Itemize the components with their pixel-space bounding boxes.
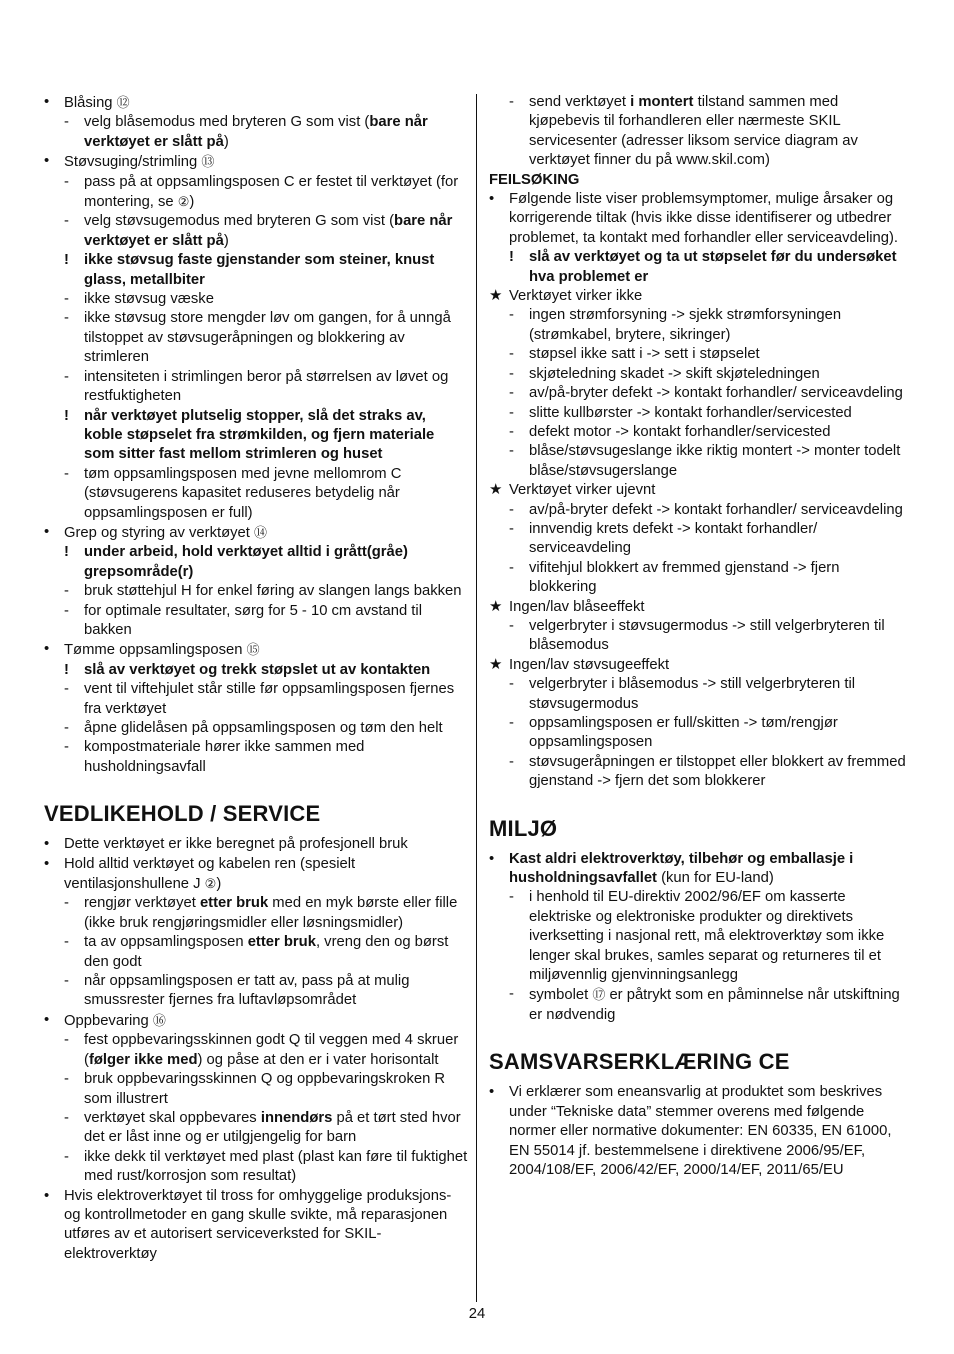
dash-item — [44, 1148, 468, 1187]
text-run: Blåsing — [64, 95, 117, 111]
dash-item — [489, 520, 911, 559]
text-run: velgerbryter i blåsemodus -> still velgerbryteren til støvsugermodus — [529, 676, 856, 712]
list-marker: - — [509, 404, 514, 421]
dash-item — [489, 384, 911, 403]
text-run: FEILSØKING — [489, 171, 580, 188]
list-marker: - — [509, 423, 514, 440]
list-marker: - — [64, 1109, 69, 1126]
text-run: ) og påse at den er i vater horisontalt — [197, 1051, 439, 1068]
list-marker: - — [509, 307, 514, 324]
dash-item — [489, 365, 911, 384]
warning-marker: ! — [64, 252, 69, 269]
list-marker: - — [64, 114, 69, 131]
text-run: støpsel ikke satt i -> sett i støpselet — [529, 346, 760, 363]
bullet-item — [489, 850, 911, 889]
bullet-item — [44, 855, 468, 895]
dash-item — [489, 501, 911, 520]
list-marker: - — [64, 291, 69, 308]
bullet-item — [44, 835, 468, 854]
warning-item — [44, 407, 468, 465]
dash-item — [44, 738, 468, 777]
figure-ref: ⑮ — [246, 642, 260, 658]
list-marker: - — [509, 385, 514, 402]
text-run: Grep og styring av verktøyet — [64, 524, 254, 541]
dash-item — [489, 675, 911, 714]
text-run: Kast aldri elektroverktøy, tilbehør og emballasje i husholdningsavfallet — [509, 850, 854, 887]
list-marker: • — [44, 855, 50, 872]
text-run: (kun for EU-land) — [656, 870, 774, 887]
text-run: Hvis elektroverktøyet til tross for omhyggelige produksjons- og kontrollmetoder en gang skulle svikte, må reparasjonen utføres av et autorisert serviceverksted for SKIL-elektroverktøy — [64, 1187, 452, 1262]
warning-item — [489, 248, 911, 287]
figure-ref: ⑰ — [592, 987, 606, 1003]
list-marker: - — [509, 346, 514, 363]
dash-item — [489, 985, 911, 1025]
text-run: ingen strømforsyning -> sjekk strømforsyningen (strømkabel, brytere, sikringer) — [529, 307, 842, 343]
text-run: VEDLIKEHOLD / SERVICE — [44, 801, 321, 827]
list-marker: - — [509, 559, 514, 576]
warning-item — [44, 661, 468, 680]
list-marker: • — [44, 153, 50, 170]
subsection-heading — [489, 171, 911, 190]
dash-item — [44, 113, 468, 152]
text-run: skjøteledning skadet -> skift skjøteledningen — [529, 365, 820, 382]
dash-item — [489, 888, 911, 985]
dash-item — [489, 753, 911, 792]
list-marker: - — [64, 583, 69, 600]
dash-item — [44, 1031, 468, 1070]
list-marker: • — [44, 94, 50, 110]
text-run: ) — [223, 232, 229, 249]
text-run: velg støvsugemodus med bryteren G som vist ( — [84, 213, 395, 230]
text-run: vent til viftehjulet står stille før oppsamlingsposen fjernes fra verktøyet — [84, 681, 455, 717]
dash-item — [489, 306, 911, 345]
bullet-item — [44, 523, 468, 543]
dash-item — [44, 368, 468, 407]
bullet-item — [489, 190, 911, 248]
text-run: defekt motor -> kontakt forhandler/servicested — [529, 423, 831, 440]
list-marker: - — [64, 1071, 69, 1088]
warning-marker: ! — [64, 544, 69, 561]
dash-item — [44, 933, 468, 972]
text-run: ) — [223, 133, 229, 150]
list-marker: • — [489, 850, 495, 867]
list-marker: - — [509, 94, 514, 110]
dash-item — [44, 1070, 468, 1109]
list-marker: - — [64, 1148, 69, 1165]
text-run: intensiteten i strimlingen beror på størrelsen av løvet og restfuktigheten — [84, 368, 449, 405]
list-marker: - — [64, 681, 69, 698]
text-run: bare når verktøyet er slått på — [84, 114, 428, 150]
list-marker: • — [44, 523, 50, 540]
section-heading — [489, 1049, 911, 1075]
text-run: innvendig krets defekt -> kontakt forhandler/ serviceavdeling — [529, 520, 818, 557]
text-run: tilstand sammen med kjøpebevis til forhandleren eller nærmeste SKIL servicesenter (adresser liksom service diagram av verktøyet finner du på www.skil.com) — [529, 94, 858, 169]
text-run: tøm oppsamlingsposen med jevne mellomrom C (støvsugerens kapasitet reduseres betydelig når oppsamlingsposen er full) — [84, 465, 402, 521]
figure-ref: ② — [177, 194, 190, 210]
text-run: i montert — [630, 94, 694, 110]
text-run: i henhold til EU-direktiv 2002/96/EF om kasserte elektriske og elektroniske produkter og direktivets iverksetting i nasjonal rett, må elektroverktøy som ikke lenger skal brukes, samles separat og returneres til et miljøvennlig gjenvinningsanlegg — [529, 889, 885, 984]
text-run: er påtrykt som en påminnelse når utskiftning er nødvendig — [529, 987, 900, 1023]
list-marker: - — [64, 895, 69, 912]
bullet-item — [44, 93, 468, 113]
text-run: for optimale resultater, sørg for 5 - 10 cm avstand til bakken — [84, 602, 422, 638]
text-run: etter bruk — [247, 934, 316, 951]
text-run: på et tørt sted hvor det er låst inne og er utilgjengelig for barn — [84, 1109, 461, 1146]
text-run: følger ikke med — [88, 1051, 198, 1068]
list-marker: • — [44, 836, 50, 853]
column-divider — [476, 94, 477, 1302]
dash-item — [44, 173, 468, 213]
list-marker: - — [64, 602, 69, 619]
dash-item — [44, 465, 468, 523]
text-run: , vreng den og børst den godt — [84, 934, 449, 970]
list-marker: • — [489, 1084, 495, 1101]
text-run: symbolet — [529, 987, 593, 1004]
warning-marker: ! — [509, 249, 514, 266]
text-run: med en myk børste eller fille (ikke bruk rengjøringsmidler eller løsningsmidler) — [84, 895, 458, 931]
warning-item — [44, 543, 468, 582]
text-run: SAMSVARSERKLÆRING — [489, 1049, 759, 1075]
list-marker: - — [509, 986, 514, 1003]
dash-item — [44, 1109, 468, 1148]
text-run: Støvsuging/strimling — [64, 154, 202, 171]
text-run: ikke støvsug væske — [84, 291, 214, 308]
dash-item — [489, 559, 911, 598]
figure-ref: ⑯ — [152, 1012, 166, 1028]
text-run: slå av verktøyet og ta ut støpselet før du undersøket hva problemet er — [529, 249, 897, 285]
text-run: Dette verktøyet er ikke beregnet på profesjonell bruk — [64, 836, 408, 853]
dash-item — [44, 719, 468, 738]
list-marker: - — [64, 1032, 69, 1049]
star-marker: ★ — [489, 288, 503, 305]
dash-item — [44, 680, 468, 719]
text-run: ikke støvsug faste gjenstander som steiner, knust glass, metallbiter — [84, 252, 435, 288]
list-marker: - — [64, 173, 69, 190]
text-run: Vi erklærer som eneansvarlig at produktet som beskrives under “Tekniske data” stemmer overens med følgende normer eller normative dokumenter: EN 60335, EN 61000, EN 55014 jf. bestemmelsene i direktivene 2006/95/EF, 2004/108/EF, 2006/42/EF, 2000/14/EF, 2011/65/EU — [509, 1084, 892, 1178]
list-marker: - — [509, 676, 514, 693]
list-marker: • — [44, 1011, 50, 1028]
section-heading — [489, 816, 911, 842]
list-marker: • — [489, 191, 495, 208]
bullet-item — [489, 656, 911, 675]
text-run: ) — [216, 876, 222, 893]
figure-ref: ② — [204, 876, 217, 892]
dash-item — [44, 602, 468, 641]
text-run: av/på-bryter defekt -> kontakt forhandler/ serviceavdeling — [529, 385, 903, 402]
warning-item — [44, 251, 468, 290]
text-run: etter bruk — [199, 895, 269, 912]
list-marker: - — [509, 753, 514, 770]
list-marker: - — [509, 889, 514, 906]
dash-item — [44, 309, 468, 367]
dash-item — [44, 582, 468, 601]
text-run: bruk støttehjul H for enkel føring av slangen langs bakken — [84, 583, 462, 600]
text-run: pass på at oppsamlingsposen C er festet til verktøyet (for montering, se — [84, 173, 459, 211]
text-run: innendørs — [260, 1109, 333, 1126]
figure-ref: ⑬ — [201, 154, 215, 170]
list-marker: - — [509, 715, 514, 731]
text-run: ikke støvsug store mengder løv om gangen, for å unngå tilstoppet av støvsugeråpningen og blokkering av strimleren — [84, 310, 451, 366]
list-marker: - — [509, 501, 514, 518]
text-run: fest oppbevaringsskinnen godt Q til veggen med 4 skruer ( — [84, 1032, 459, 1068]
dash-item — [489, 404, 911, 423]
text-run: slå av verktøyet og trekk støpslet ut av kontakten — [84, 661, 431, 678]
list-marker: - — [64, 368, 69, 385]
list-marker: - — [64, 739, 69, 756]
bullet-item — [44, 1187, 468, 1265]
text-run: Følgende liste viser problemsymptomer, mulige årsaker og korrigerende tiltak (hvis ikke disse identifiserer og utbedrer problemet, ta kontakt med forhandler eller serviceavdeling). — [509, 191, 899, 246]
text-run: Ingen/lav støvsugeeffekt — [509, 656, 670, 673]
right-column — [489, 93, 911, 1180]
text-run: når verktøyet plutselig stopper, slå det straks av, koble støpselet fra strømkilden, og fjern materiale som sitter fast mellom strimleren og huset — [84, 407, 435, 463]
star-marker: ★ — [489, 482, 503, 499]
dash-item — [489, 423, 911, 442]
figure-ref: ⑫ — [116, 95, 130, 110]
list-marker: - — [64, 465, 69, 482]
text-run: send verktøyet — [529, 94, 631, 110]
text-run: kompostmateriale hører ikke sammen med husholdningsavfall — [84, 739, 365, 775]
list-marker: • — [44, 641, 50, 658]
bullet-item — [489, 598, 911, 617]
text-run: ikke dekk til verktøyet med plast (plast kan føre til fuktighet med rust/korrosjon som resultat) — [84, 1148, 468, 1185]
text-run: Ingen/lav blåseeffekt — [509, 598, 645, 615]
warning-marker: ! — [64, 407, 69, 424]
list-marker: - — [64, 720, 69, 736]
page-number: 24 — [468, 1306, 486, 1322]
bullet-item — [44, 152, 468, 172]
text-run: oppsamlingsposen er full/skitten -> tøm/rengjør oppsamlingsposen — [529, 715, 838, 751]
list-marker: - — [64, 934, 69, 951]
text-run: ) — [189, 194, 195, 211]
text-run: Tømme oppsamlingsposen — [64, 642, 247, 659]
dash-item — [489, 93, 911, 171]
text-run: Verktøyet virker ikke — [509, 288, 643, 305]
bullet-item — [489, 1083, 911, 1180]
dash-item — [44, 290, 468, 309]
text-run: velgerbryter i støvsugermodus -> still velgerbryteren til blåsemodus — [529, 617, 885, 654]
text-run: Hold alltid verktøyet og kabelen ren (spesielt ventilasjonshullene J — [64, 855, 356, 893]
warning-marker: ! — [64, 661, 69, 678]
dash-item — [44, 894, 468, 933]
text-run: av/på-bryter defekt -> kontakt forhandler/ serviceavdeling — [529, 501, 903, 518]
ce-mark: CE — [758, 1049, 790, 1075]
dash-item — [44, 972, 468, 1011]
text-run: bare når verktøyet er slått på — [84, 213, 453, 249]
dash-item — [489, 617, 911, 656]
list-marker: - — [509, 443, 514, 460]
text-run: blåse/støvsugeslange ikke riktig montert -> monter todelt blåse/støvsugerslange — [529, 443, 901, 479]
list-marker: - — [509, 617, 514, 634]
list-marker: • — [44, 1187, 50, 1204]
text-run: under arbeid, hold verktøyet alltid i grått(gråe) grepsområde(r) — [84, 544, 408, 580]
text-run: bruk oppbevaringsskinnen Q og oppbevaringskroken R som illustrert — [84, 1071, 446, 1107]
dash-item — [44, 212, 468, 251]
list-marker: - — [64, 213, 69, 230]
text-run: Verktøyet virker ujevnt — [509, 482, 656, 499]
list-marker: - — [64, 973, 69, 990]
list-marker: - — [509, 520, 514, 537]
text-run: ta av oppsamlingsposen — [84, 934, 248, 951]
text-run: slitte kullbørster -> kontakt forhandler/servicested — [529, 404, 852, 421]
text-run: åpne glidelåsen på oppsamlingsposen og tøm den helt — [84, 720, 443, 736]
dash-item — [489, 345, 911, 364]
text-run: velg blåsemodus med bryteren G som vist ( — [84, 114, 370, 131]
text-run: vifitehjul blokkert av fremmed gjenstand -> fjern blokkering — [529, 559, 840, 596]
list-marker: - — [64, 310, 69, 327]
text-run: støvsugeråpningen er tilstoppet eller blokkert av fremmed gjenstand -> fjern det som blokkerer — [529, 753, 906, 790]
text-run: Oppbevaring — [64, 1012, 153, 1029]
star-marker: ★ — [489, 656, 503, 673]
bullet-item — [489, 481, 911, 500]
bullet-item — [44, 640, 468, 660]
bullet-item — [489, 287, 911, 306]
text-run: rengjør verktøyet — [84, 895, 200, 912]
dash-item — [489, 442, 911, 481]
figure-ref: ⑭ — [253, 524, 267, 540]
dash-item — [489, 714, 911, 753]
text-run: når oppsamlingsposen er tatt av, pass på at mulig smussrester fjernes fra luftavløpsområdet — [84, 973, 410, 1009]
section-heading — [44, 801, 468, 827]
bullet-item — [44, 1011, 468, 1031]
list-marker: - — [509, 365, 514, 382]
text-run: verktøyet skal oppbevares — [84, 1109, 261, 1126]
text-run: MILJØ — [489, 815, 558, 841]
left-column — [44, 93, 468, 1264]
star-marker: ★ — [489, 598, 503, 615]
